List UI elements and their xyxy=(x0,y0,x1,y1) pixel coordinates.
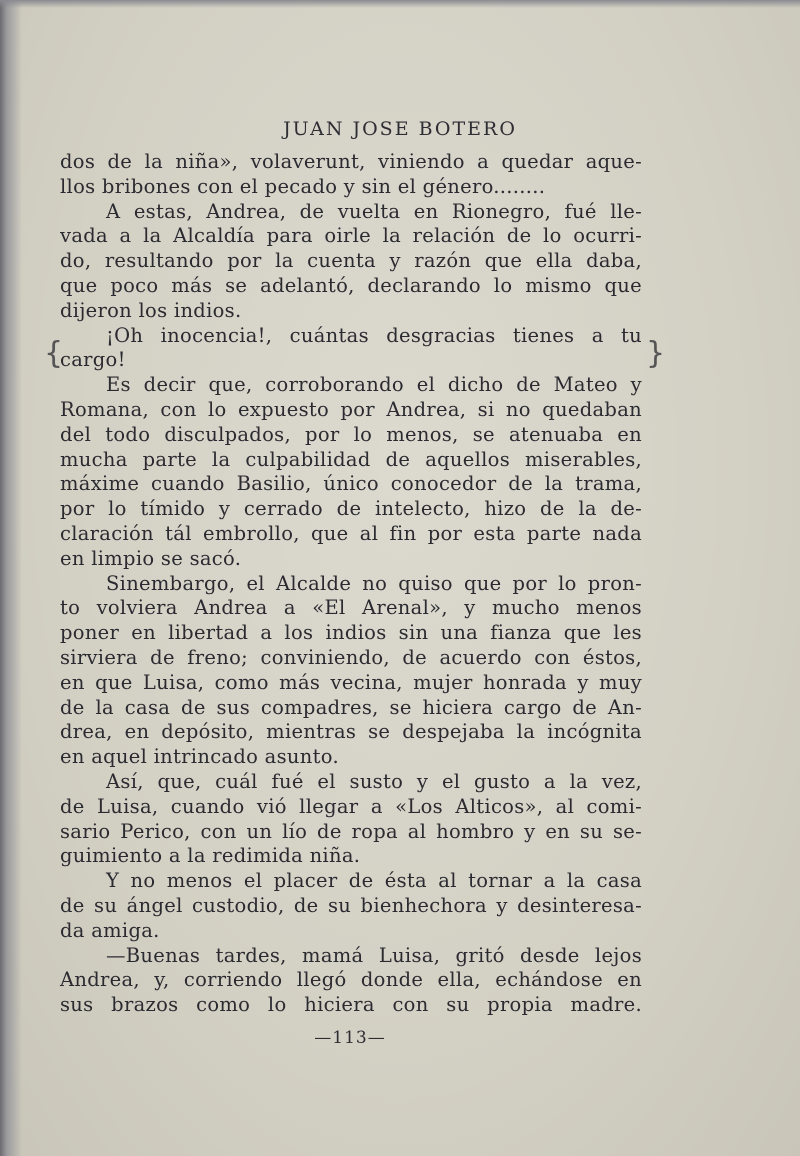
text-line: drea, en depósito, mientras se despejaba la incógnita xyxy=(60,720,642,744)
text-line: Es decir que, corroborando el dicho de Mateo y xyxy=(106,373,642,397)
text-line: en que Luisa, como más vecina, mujer honrada y muy xyxy=(60,670,642,694)
text-line: do, resultando por la cuenta y razón que ella daba, xyxy=(60,249,642,273)
text-line: Así, que, cuál fué el susto y el gusto a la vez, xyxy=(106,769,642,793)
text-line: Andrea, y, corriendo llegó donde ella, echándose en xyxy=(60,968,642,992)
text-line: por lo tímido y cerrado de intelecto, hizo de la de- xyxy=(60,497,642,521)
margin-bracket-right: } xyxy=(646,336,666,371)
text-line: de Luisa, cuando vió llegar a «Los Alticos», al comi- xyxy=(60,794,642,818)
page-number: —113— xyxy=(314,1028,386,1048)
text-line: ¡Oh inocencia!, cuántas desgracias tienes a tu xyxy=(106,323,642,347)
text-line: guimiento a la redimida niña. xyxy=(60,844,361,868)
text-line: mucha parte la culpabilidad de aquellos miserables, xyxy=(60,447,642,471)
text-line: Romana, con lo expuesto por Andrea, si no quedaban xyxy=(60,397,642,421)
text-line: del todo disculpados, por lo menos, se atenuaba en xyxy=(60,422,642,446)
text-line: —Buenas tardes, mamá Luisa, gritó desde lejos xyxy=(106,943,642,967)
body-text xyxy=(60,150,642,1018)
margin-bracket-left: { xyxy=(44,336,64,371)
text-line: to volviera Andrea a «El Arenal», y mucho menos xyxy=(60,596,642,620)
text-line: sario Perico, con un lío de ropa al hombro y en su se- xyxy=(60,819,642,843)
text-line: en aquel intrincado asunto. xyxy=(60,745,339,769)
text-line: Sinembargo, el Alcalde no quiso que por lo pron- xyxy=(106,571,642,595)
text-line: cargo! xyxy=(60,348,126,372)
page-binding-shadow xyxy=(0,0,22,1156)
text-line: máxime cuando Basilio, único conocedor de la trama, xyxy=(60,472,642,496)
text-line: llos bribones con el pecado y sin el género........ xyxy=(60,174,546,198)
text-line: da amiga. xyxy=(60,918,160,942)
text-line: de su ángel custodio, de su bienhechora y desinteresa- xyxy=(60,893,642,917)
running-header: JUAN JOSE BOTERO xyxy=(283,118,517,140)
text-line: sirviera de freno; conviniendo, de acuerdo con éstos, xyxy=(60,645,642,669)
text-line: que poco más se adelantó, declarando lo mismo que xyxy=(60,273,642,297)
text-line: dos de la niña», volaverunt, viniendo a quedar aque- xyxy=(60,150,642,173)
text-line: A estas, Andrea, de vuelta en Rionegro, fué lle- xyxy=(106,199,642,223)
text-line: de la casa de sus compadres, se hiciera cargo de An- xyxy=(60,695,642,719)
text-line: Y no menos el placer de ésta al tornar a la casa xyxy=(106,869,642,893)
text-line: claración tál embrollo, que al fin por esta parte nada xyxy=(60,521,642,545)
text-line: en limpio se sacó. xyxy=(60,546,242,570)
page-top-shadow xyxy=(0,0,800,8)
text-line: sus brazos como lo hiciera con su propia madre. xyxy=(60,993,642,1017)
text-line: vada a la Alcaldía para oirle la relación de lo ocurri- xyxy=(60,224,642,248)
text-line: poner en libertad a los indios sin una fianza que les xyxy=(60,621,642,645)
text-line: dijeron los indios. xyxy=(60,298,242,322)
